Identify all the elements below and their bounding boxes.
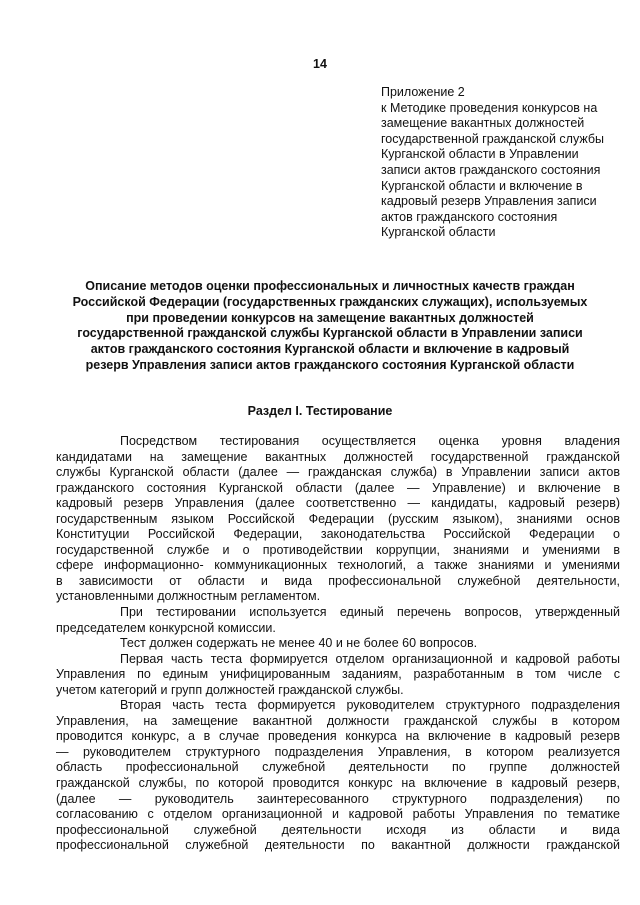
- body-line: гражданской службы, по которой проводится конкурс на включение в кадровый резерв,: [56, 776, 620, 791]
- appendix-line: государственной гражданской службы: [381, 131, 604, 146]
- title-line: резерв Управления записи актов гражданского состояния Курганской области: [85, 357, 575, 372]
- appendix-line: Курганской области: [381, 225, 496, 240]
- body-line: Тест должен содержать не менее 40 и не более 60 вопросов.: [120, 636, 478, 651]
- body-line: государственным языком Российской Федерации (русским языком), знаниями основ: [56, 511, 620, 526]
- body-line: При тестировании используется единый перечень вопросов, утвержденный: [120, 605, 620, 620]
- body-line: установленными должностным регламентом.: [56, 589, 321, 604]
- body-line: государственной службе и о противодействии коррупции, знаниями и умениями в: [56, 542, 620, 557]
- body-line: профессиональной служебной деятельности по вакантной должности гражданской: [56, 838, 620, 853]
- body-line: согласованию с отделом организационной и кадровой работы Управления по тематике: [56, 807, 620, 822]
- appendix-line: Курганской области в Управлении: [381, 147, 579, 162]
- appendix-line: Курганской области и включение в: [381, 178, 583, 193]
- appendix-line: замещение вакантных должностей: [381, 116, 585, 131]
- body-line: Вторая часть теста формируется руководителем структурного подразделения: [120, 698, 620, 713]
- appendix-line: Приложение 2: [381, 85, 465, 99]
- appendix-reference: [381, 85, 626, 241]
- section-heading: Раздел I. Тестирование: [247, 404, 393, 418]
- appendix-line: актов гражданского состояния: [381, 209, 558, 224]
- body-line: — руководителем структурного подразделения Управления, в котором реализуется: [56, 744, 620, 759]
- body-line: кадровый резерв Управления (далее соответственно — кандидаты, кадровый резерв): [56, 496, 620, 511]
- title-line: при проведении конкурсов на замещение вакантных должностей: [126, 310, 534, 325]
- page-number: 14: [313, 57, 327, 71]
- appendix-line: записи актов гражданского состояния: [381, 162, 601, 177]
- body-line: (далее — руководитель заинтересованного структурного подразделения) по: [56, 791, 620, 806]
- body-line: профессиональной служебной деятельности исходя из области и вида: [56, 822, 620, 837]
- document-title: [40, 279, 620, 374]
- title-line: Описание методов оценки профессиональных и личностных качеств граждан: [85, 279, 575, 293]
- body-text: [56, 434, 620, 854]
- title-line: Российской Федерации (государственных гражданских служащих), используемых: [72, 294, 588, 309]
- body-line: в зависимости от области и вида профессиональной служебной деятельности,: [56, 573, 620, 588]
- body-line: проводится конкурс, а в случае проведения конкурса на включение в кадровый резерв: [56, 729, 620, 744]
- body-line: Первая часть теста формируется отделом организационной и кадровой работы: [120, 651, 620, 666]
- appendix-line: кадровый резерв Управления записи: [381, 194, 597, 209]
- body-line: Управления, на замещение вакантной должности гражданской службы в котором: [56, 713, 620, 728]
- appendix-line: к Методике проведения конкурсов на: [381, 100, 598, 115]
- body-line: Конституции Российской Федерации, законодательства Российской Федерации о: [56, 527, 620, 542]
- body-line: Управления по единым унифицированным заданиям, разработанным в том числе с: [56, 667, 620, 682]
- body-line: кандидатами на замещение вакантных должностей государственной гражданской: [56, 449, 620, 464]
- title-line: государственной гражданской службы Курганской области в Управлении записи: [77, 326, 583, 341]
- body-line: Посредством тестирования осуществляется оценка уровня владения: [120, 434, 620, 448]
- title-line: актов гражданского состояния Курганской области и включение в кадровый: [90, 342, 570, 357]
- body-line: службы Курганской области (далее — гражданская служба) в Управлении записи актов: [56, 465, 620, 480]
- body-line: председателем конкурсной комиссии.: [56, 620, 276, 635]
- body-line: учетом категорий и групп должностей гражданской службы.: [56, 682, 404, 697]
- body-line: область профессиональной служебной деятельности по группе должностей: [56, 760, 620, 775]
- body-line: сфере информационно- коммуникационных технологий, а также знаниями и умениями: [56, 558, 620, 573]
- body-line: гражданского состояния Курганской области (далее — Управление) и включение в: [56, 480, 620, 495]
